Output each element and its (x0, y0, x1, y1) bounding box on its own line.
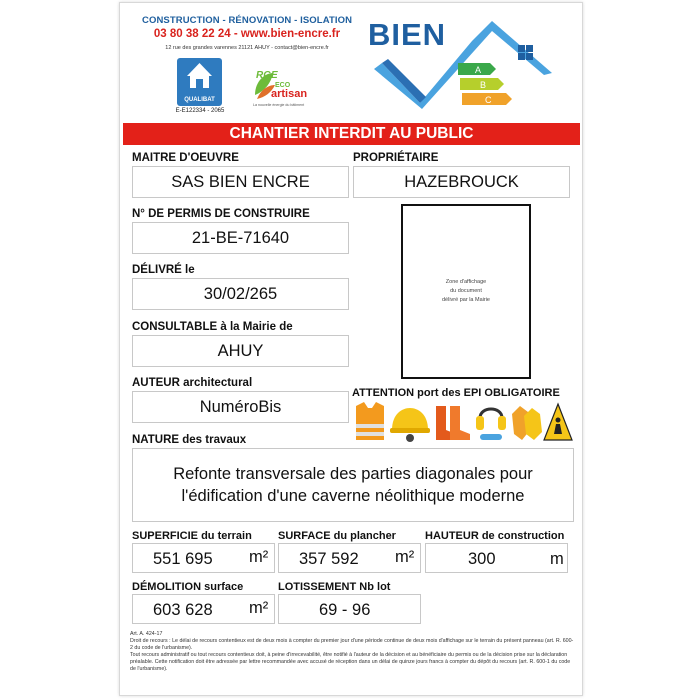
epi-icons-row (352, 400, 574, 444)
legal-recours: Droit de recours : Le délai de recours contentieux est de deux mois à compter du premier jour d'une période continue de deux mois d'affichage sur le terrain du présent panneau (art. R. 600-2 du code de l'urbanisme). (130, 638, 574, 651)
consultable-label: CONSULTABLE à la Mairie de (132, 321, 293, 333)
proprietaire-label: PROPRIÉTAIRE (353, 152, 439, 164)
legal-notice (130, 631, 576, 673)
lotissement-value: 69 - 96 (319, 601, 371, 619)
plancher-value: 357 592 (299, 550, 359, 568)
auteur-value-box: NuméroBis (132, 391, 349, 423)
energy-c-text: C (485, 95, 492, 105)
safety-boots-icon (436, 406, 470, 440)
superficie-value: 551 695 (153, 550, 213, 568)
construction-sign-panel (119, 2, 583, 696)
hard-hat-icon (390, 408, 430, 442)
rge-eco-artisan-logo (251, 65, 311, 109)
qualibat-label: QUALIBAT (184, 97, 215, 103)
brand-name: BIEN (368, 17, 447, 52)
demolition-unit: m² (249, 599, 269, 617)
mairie-display-text: Zone d'affichage du document délivré par la Mairie (442, 279, 490, 303)
demolition-value: 603 628 (153, 601, 213, 619)
company-contact: 03 80 38 22 24 - www.bien-encre.fr (153, 28, 341, 40)
ear-protection-icon (476, 409, 506, 440)
consultable-value-box: AHUY (132, 335, 349, 367)
permis-label: N° DE PERMIS DE CONSTRUIRE (132, 208, 310, 220)
lotissement-label: LOTISSEMENT Nb lot (278, 581, 391, 593)
nature-label: NATURE des travaux (132, 434, 247, 446)
lotissement-value-box (278, 594, 421, 624)
plancher-label: SURFACE du plancher (278, 530, 396, 542)
auteur-label: AUTEUR architectural (132, 377, 253, 389)
qualibat-house-icon (177, 58, 222, 94)
plancher-unit: m² (395, 548, 415, 566)
maitre-label: MAITRE D'OEUVRE (132, 152, 239, 164)
hauteur-label: HAUTEUR de construction (425, 530, 565, 542)
nature-value-box: Refonte transversale des parties diagonales pour l'édification d'une caverne néolithique moderne (132, 448, 574, 522)
company-address: 12 rue des grandes varennes 21121 AHUY - contact@bien-encre.fr (165, 45, 329, 51)
mairie-display-zone (401, 204, 531, 379)
plancher-value-box (278, 543, 421, 573)
legal-notification: Tout recours administratif ou tout recours contentieux doit, à peine d'irrecevabilité, être notifié à l'auteur de la décision et au bénéficiaire du permis ou de la décision prise sur la déclaration préalable. Cette notification doit être adressée par lettre recommandée avec accusé de réception dans un délai de quinze jours francs à compter du dépôt du recours (art. R. 600-1 du code de l'urbanisme). (130, 652, 571, 672)
hauteur-value-box (425, 543, 568, 573)
demolition-value-box (132, 594, 275, 624)
hauteur-unit: m (550, 550, 564, 568)
qualibat-logo (177, 58, 222, 106)
rge-artisan-text: artisan (271, 88, 308, 100)
rge-top-text: RGE (256, 70, 278, 81)
safety-vest-icon (356, 402, 384, 440)
demolition-label: DÉMOLITION surface (132, 581, 244, 593)
legal-article: Art. A. 424-17 (130, 631, 163, 637)
delivre-label: DÉLIVRÉ le (132, 264, 195, 276)
epi-label: ATTENTION port des EPI OBLIGATOIRE (352, 387, 560, 399)
rge-eco-text: ECO (275, 82, 291, 89)
company-services: CONSTRUCTION - RÉNOVATION - ISOLATION (142, 15, 353, 26)
superficie-value-box (132, 543, 275, 573)
energy-b-text: B (480, 80, 487, 90)
energy-a-text: A (475, 65, 482, 75)
caution-sign-icon (544, 404, 572, 440)
proprietaire-value-box: HAZEBROUCK (353, 166, 570, 198)
superficie-label: SUPERFICIE du terrain (132, 530, 252, 542)
rge-sub-text: La nouvelle énergie du bâtiment (253, 103, 305, 107)
epi-icons (352, 400, 574, 444)
rge-leaf-icon (251, 65, 311, 109)
permis-value-box: 21-BE-71640 (132, 222, 349, 254)
forbidden-banner: CHANTIER INTERDIT AU PUBLIC (123, 123, 580, 145)
maitre-value-box: SAS BIEN ENCRE (132, 166, 349, 198)
delivre-value-box: 30/02/265 (132, 278, 349, 310)
superficie-unit: m² (249, 548, 269, 566)
hauteur-value: 300 (468, 550, 496, 568)
qualibat-code: E-E122334 - 2065 (175, 108, 225, 114)
work-gloves-icon (512, 406, 542, 440)
